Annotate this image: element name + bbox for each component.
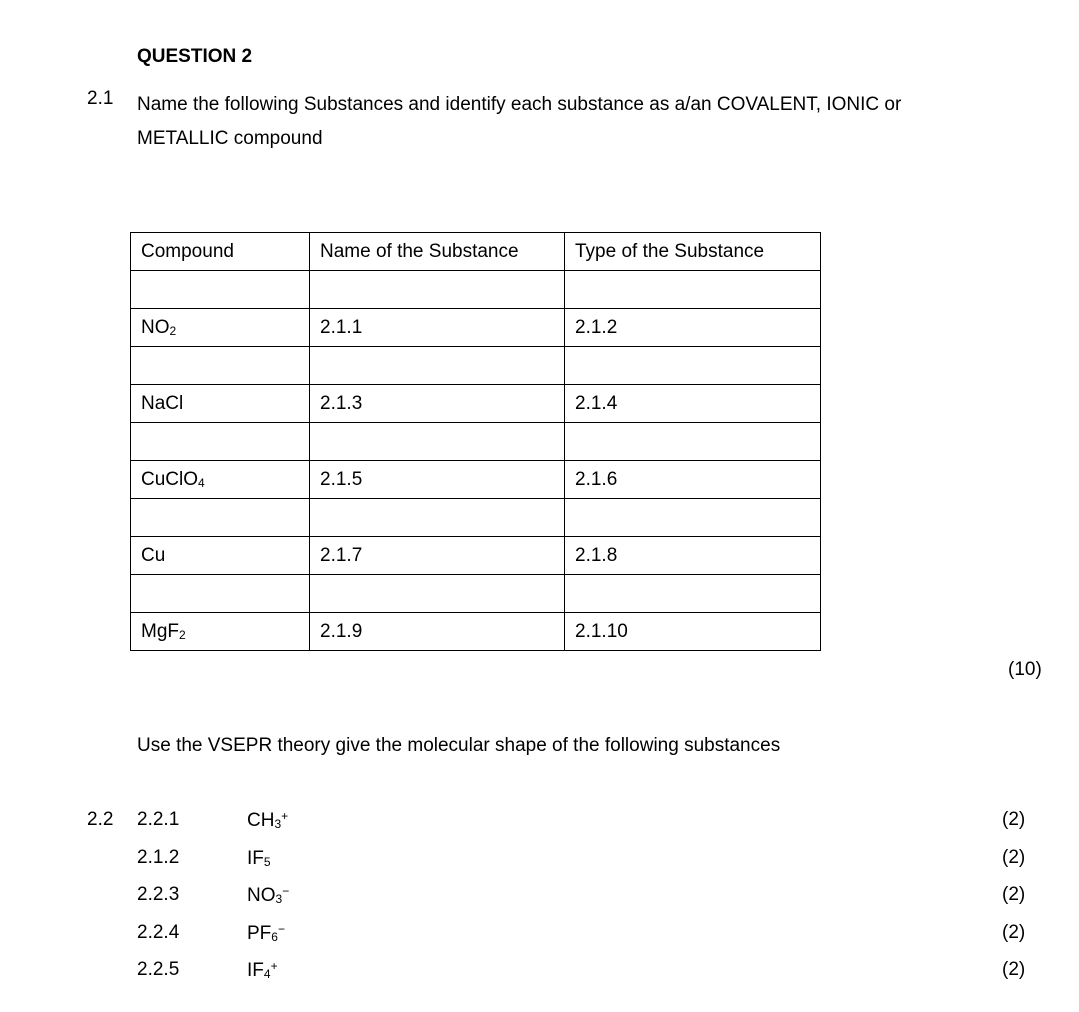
name-ref: 2.1.9: [310, 613, 565, 651]
vsepr-item: [0, 847, 1079, 877]
empty-cell: [310, 423, 565, 461]
species-formula: [247, 847, 271, 870]
formula-base: PF: [247, 923, 272, 944]
vsepr-item: [0, 922, 1079, 952]
empty-cell: [310, 575, 565, 613]
sub-question-number: 2.2.3: [137, 884, 180, 905]
empty-cell: [131, 575, 310, 613]
sub-question-number: 2.2.1: [137, 809, 180, 830]
question-2-1-number: 2.1: [87, 88, 114, 109]
formula-charge: +: [281, 809, 289, 823]
table-row: [131, 537, 821, 575]
header-compound: Compound: [131, 233, 310, 271]
sub-question-number: 2.2.4: [137, 922, 180, 943]
formula-base: NO: [141, 316, 170, 338]
species-formula: [247, 959, 278, 982]
formula-base: CH: [247, 810, 275, 831]
compound-formula: [131, 461, 310, 499]
substances-table: [130, 232, 821, 651]
vsepr-item: [0, 809, 1079, 839]
vsepr-item: [0, 884, 1079, 914]
compound-formula: [131, 613, 310, 651]
table-header-row: [131, 233, 821, 271]
empty-cell: [131, 499, 310, 537]
vsepr-item: [0, 959, 1079, 989]
formula-subscript: 4: [263, 967, 271, 981]
table-spacer-row: [131, 499, 821, 537]
header-name: Name of the Substance: [310, 233, 565, 271]
species-formula: [247, 884, 289, 907]
formula-subscript: 5: [263, 855, 271, 869]
question-2-2-number: 2.2: [87, 809, 114, 830]
empty-cell: [565, 499, 821, 537]
question-title: QUESTION 2: [137, 46, 253, 67]
empty-cell: [131, 347, 310, 385]
table-row: [131, 309, 821, 347]
marks: (2): [1002, 922, 1026, 943]
type-ref: 2.1.2: [565, 309, 821, 347]
formula-base: NaCl: [141, 392, 184, 414]
formula-subscript: 4: [198, 475, 205, 490]
table-spacer-row: [131, 423, 821, 461]
marks: (2): [1002, 959, 1026, 980]
question-2-1-marks: (10): [1008, 659, 1042, 680]
formula-base: IF: [247, 960, 264, 981]
empty-cell: [131, 423, 310, 461]
type-ref: 2.1.4: [565, 385, 821, 423]
sub-question-number: 2.2.5: [137, 959, 180, 980]
header-type: Type of the Substance: [565, 233, 821, 271]
empty-cell: [310, 347, 565, 385]
formula-base: Cu: [141, 544, 166, 566]
formula-base: CuClO: [141, 468, 199, 490]
species-formula: [247, 809, 288, 832]
formula-charge: +: [270, 959, 278, 973]
marks: (2): [1002, 884, 1026, 905]
compound-formula: [131, 309, 310, 347]
formula-subscript: 6: [271, 930, 278, 944]
species-formula: [247, 922, 285, 945]
vsepr-instruction: Use the VSEPR theory give the molecular shape of the following substances: [137, 735, 781, 756]
compound-formula: [131, 385, 310, 423]
formula-base: IF: [247, 848, 264, 869]
marks: (2): [1002, 809, 1026, 830]
formula-charge: −: [282, 884, 290, 898]
formula-subscript: 2: [179, 627, 186, 642]
empty-cell: [565, 423, 821, 461]
name-ref: 2.1.5: [310, 461, 565, 499]
formula-base: MgF: [141, 620, 179, 642]
question-2-1-text: Name the following Substances and identify each substance as a/an COVALENT, IONIC or METALLIC compound: [137, 94, 902, 149]
marks: (2): [1002, 847, 1026, 868]
type-ref: 2.1.6: [565, 461, 821, 499]
sub-question-number: 2.1.2: [137, 847, 180, 868]
table-row: [131, 385, 821, 423]
formula-subscript: 3: [274, 817, 282, 831]
formula-charge: −: [277, 922, 285, 936]
table-row: [131, 613, 821, 651]
formula-subscript: 2: [169, 323, 177, 338]
name-ref: 2.1.1: [310, 309, 565, 347]
compound-formula: [131, 537, 310, 575]
empty-cell: [565, 271, 821, 309]
empty-cell: [310, 499, 565, 537]
formula-base: NO: [247, 885, 276, 906]
table-spacer-row: [131, 575, 821, 613]
name-ref: 2.1.3: [310, 385, 565, 423]
empty-cell: [310, 271, 565, 309]
type-ref: 2.1.10: [565, 613, 821, 651]
type-ref: 2.1.8: [565, 537, 821, 575]
name-ref: 2.1.7: [310, 537, 565, 575]
table-spacer-row: [131, 271, 821, 309]
table-row: [131, 461, 821, 499]
empty-cell: [131, 271, 310, 309]
table-spacer-row: [131, 347, 821, 385]
formula-subscript: 3: [275, 892, 283, 906]
empty-cell: [565, 575, 821, 613]
empty-cell: [565, 347, 821, 385]
